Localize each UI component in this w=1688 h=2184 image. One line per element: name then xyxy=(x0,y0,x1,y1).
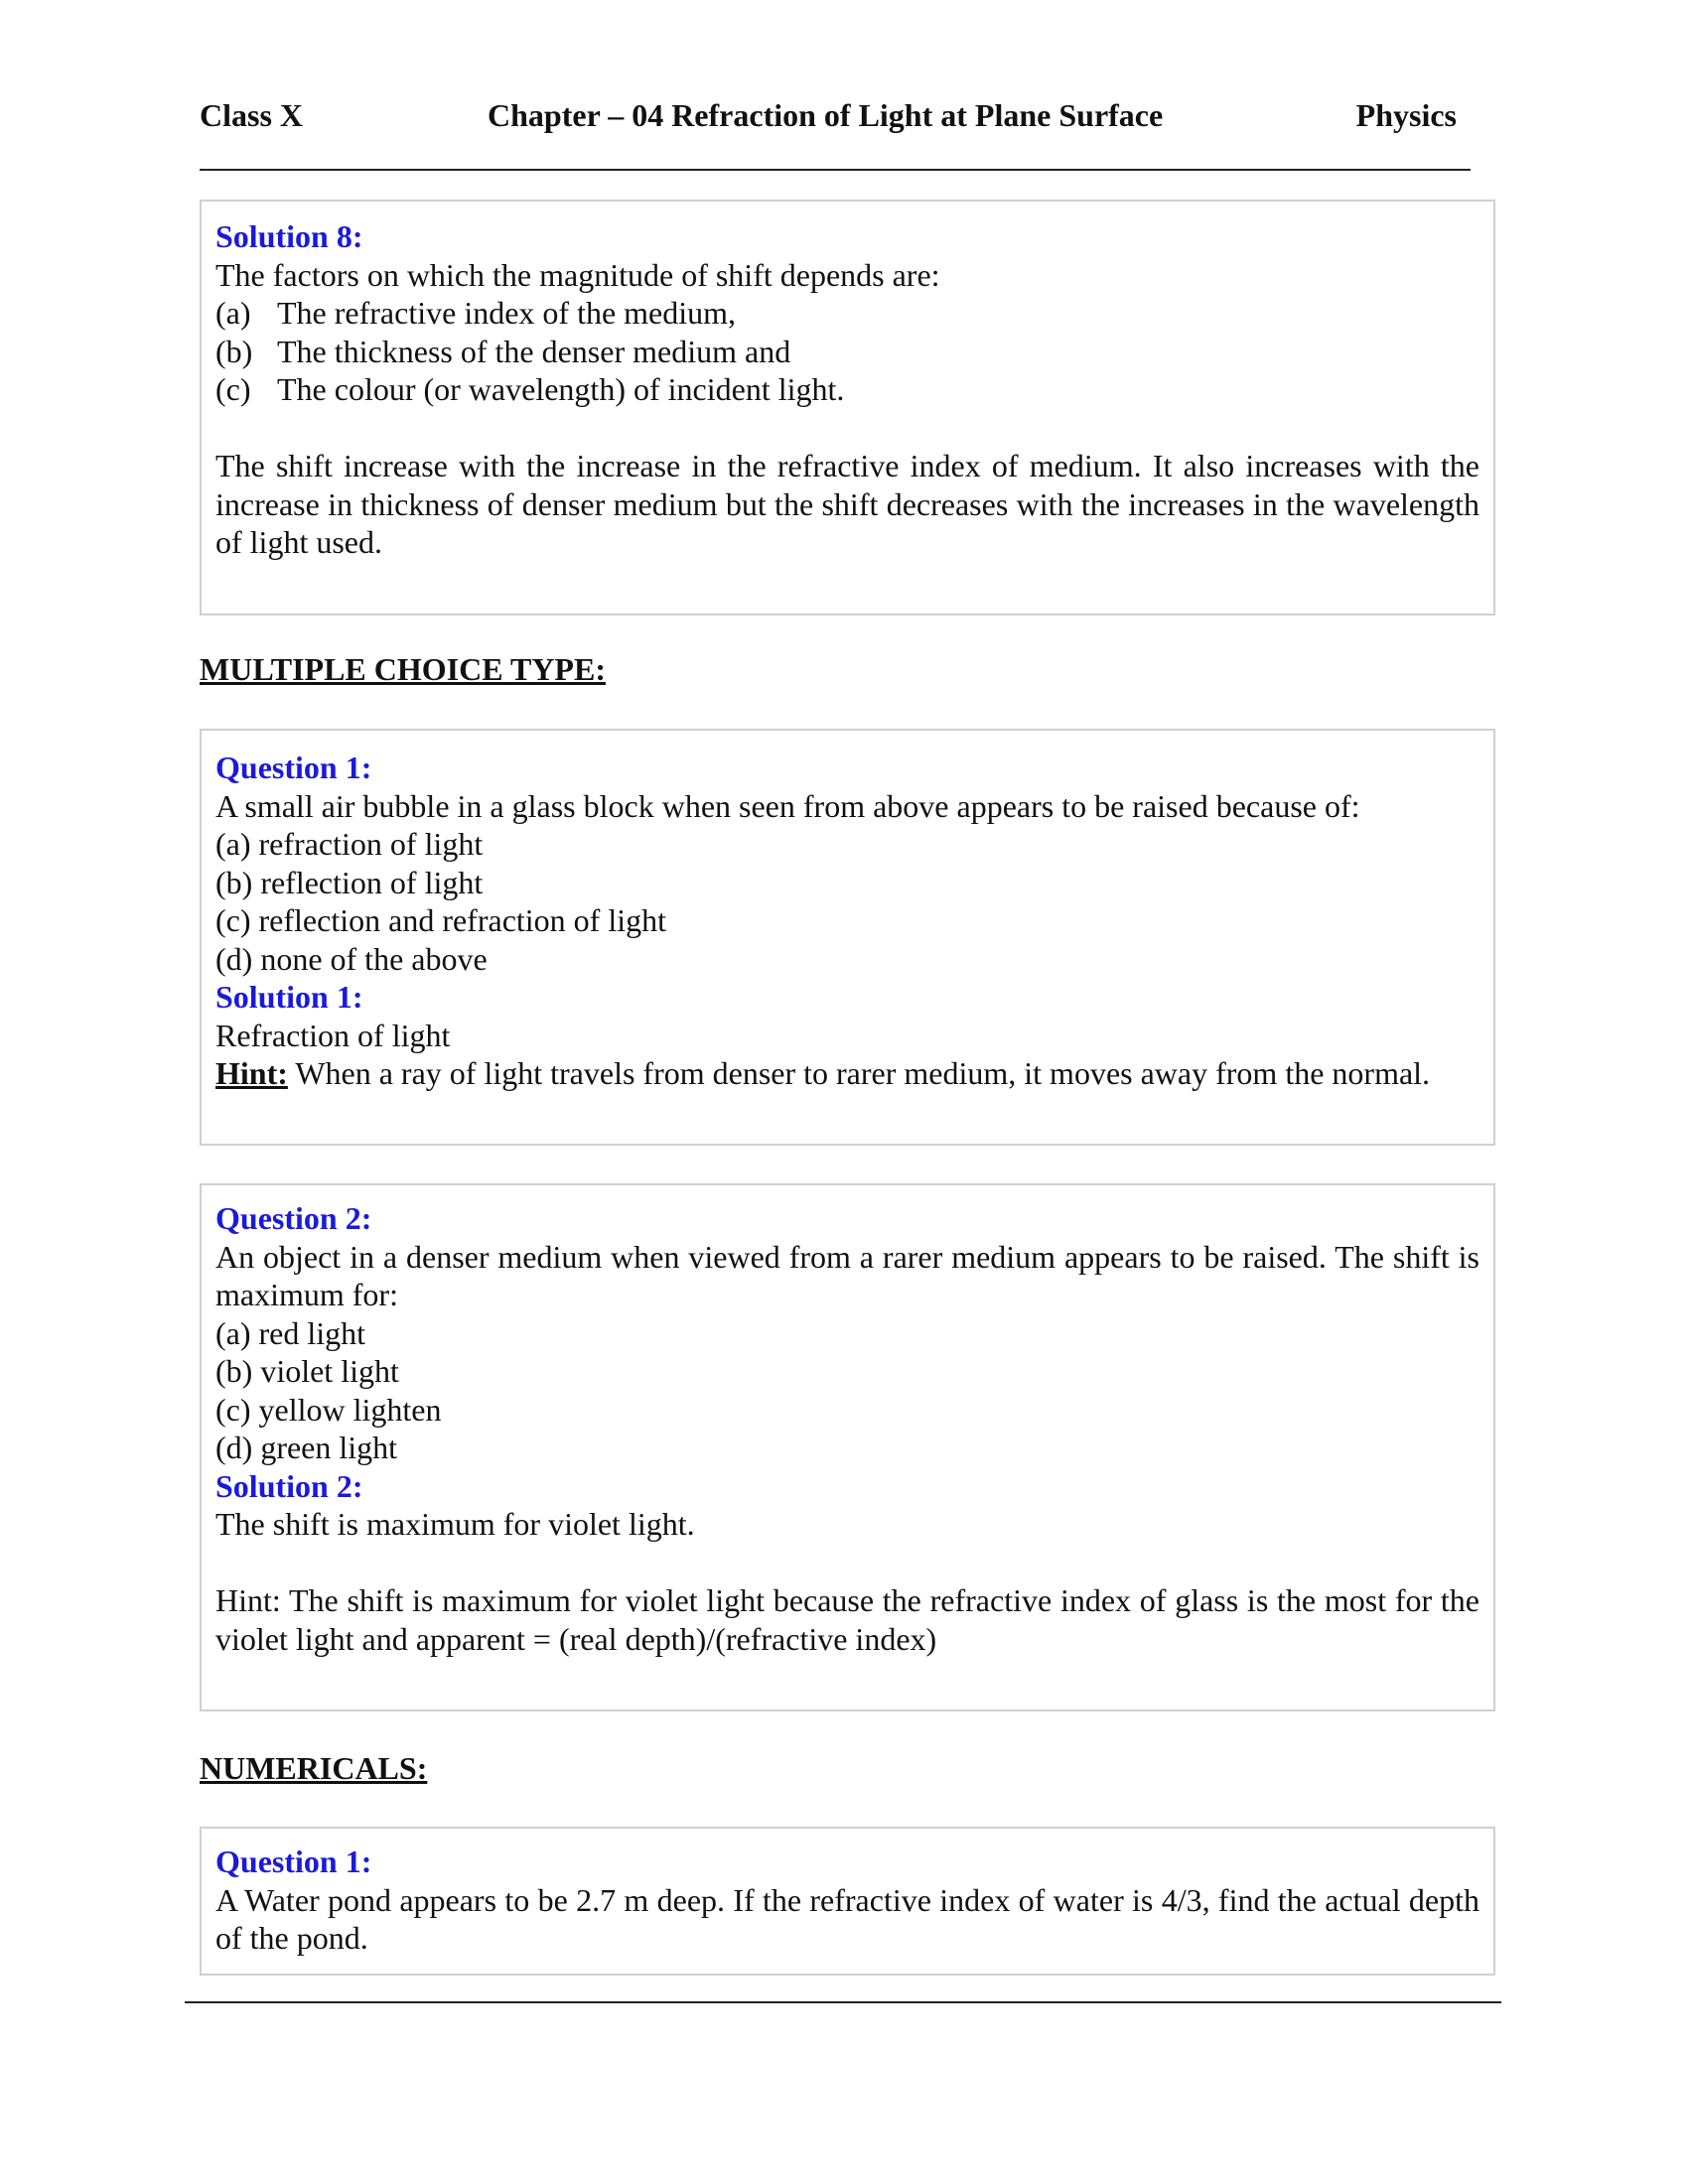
mcq-solution-1-text: Refraction of light xyxy=(215,1017,451,1053)
solution-8-title: Solution 8: xyxy=(215,218,363,254)
numericals-question-1-text: A Water pond appears to be 2.7 m deep. If the refractive index of water is 4/3, find the actual depth of the pond. xyxy=(215,1881,1479,1956)
solution-8-intro: The factors on which the magnitude of shift depends are: xyxy=(215,256,940,293)
item-label: (a) xyxy=(215,295,251,331)
spacer xyxy=(215,1544,1479,1582)
mcq-question-2-title: Question 2: xyxy=(215,1200,372,1236)
numericals-heading: NUMERICALS: xyxy=(200,1750,428,1786)
item-text: The refractive index of the medium, xyxy=(277,295,737,331)
item-label: (c) xyxy=(215,371,251,407)
mcq-question-2-option-b: (b) violet light xyxy=(215,1353,399,1389)
header-divider xyxy=(200,169,1471,171)
spacer xyxy=(215,409,1479,448)
mcq-question-2-option-a: (a) red light xyxy=(215,1314,366,1351)
mcq-question-1-option-b: (b) reflection of light xyxy=(215,864,484,900)
mcq-question-1-option-d: (d) none of the above xyxy=(215,940,488,977)
header-class: Class X xyxy=(200,97,304,133)
footer-divider xyxy=(185,2001,1501,2003)
mcq-question-1-option-a: (a) refraction of light xyxy=(215,826,484,862)
mcq-question-2-option-c: (c) yellow lighten xyxy=(215,1391,442,1428)
item-text: The colour (or wavelength) of incident light. xyxy=(277,371,845,407)
solution-8-item-a xyxy=(215,294,1479,333)
mcq-heading: MULTIPLE CHOICE TYPE: xyxy=(200,651,606,687)
item-label: (b) xyxy=(215,333,253,369)
numericals-question-1-title: Question 1: xyxy=(215,1843,372,1879)
hint-text: When a ray of light travels from denser to rarer medium, it moves away from the normal. xyxy=(287,1055,1431,1091)
mcq-question-1-text: A small air bubble in a glass block when seen from above appears to be raised because of: xyxy=(215,787,1360,824)
header-subject: Physics xyxy=(1355,97,1457,133)
mcq-question-2-option-d: (d) green light xyxy=(215,1430,398,1465)
mcq-solution-1-title: Solution 1: xyxy=(215,979,363,1015)
mcq-solution-2-title: Solution 2: xyxy=(215,1467,363,1504)
mcq-solution-1-hint xyxy=(215,1054,1479,1093)
numericals-question-1-box xyxy=(200,1827,1495,1976)
mcq-solution-2-hint: Hint: The shift is maximum for violet light because the refractive index of glass is the most for the violet light and apparent = (real depth)/(refractive index) xyxy=(215,1582,1479,1657)
solution-8-item-c xyxy=(215,370,1479,409)
hint-label: Hint: xyxy=(215,1055,288,1091)
item-text: The thickness of the denser medium and xyxy=(277,333,791,369)
mcq-solution-2-text: The shift is maximum for violet light. xyxy=(215,1506,695,1542)
solution-8-paragraph: The shift increase with the increase in the refractive index of medium. It also increases with the increase in thickness of denser medium but the shift decreases with the increases in the wavelength of light used. xyxy=(215,448,1479,560)
mcq-question-2-text: An object in a denser medium when viewed from a rarer medium appears to be raised. The shift is maximum for: xyxy=(215,1238,1479,1312)
mcq-question-1-title: Question 1: xyxy=(215,750,372,785)
header-chapter-title: Chapter – 04 Refraction of Light at Plane Surface xyxy=(488,97,1164,133)
page-header xyxy=(200,97,1457,143)
mcq-question-1-box xyxy=(200,729,1495,1146)
solution-8-box xyxy=(200,200,1495,615)
solution-8-item-b xyxy=(215,333,1479,371)
mcq-question-1-option-c: (c) reflection and refraction of light xyxy=(215,902,666,938)
mcq-question-2-box xyxy=(200,1183,1495,1711)
